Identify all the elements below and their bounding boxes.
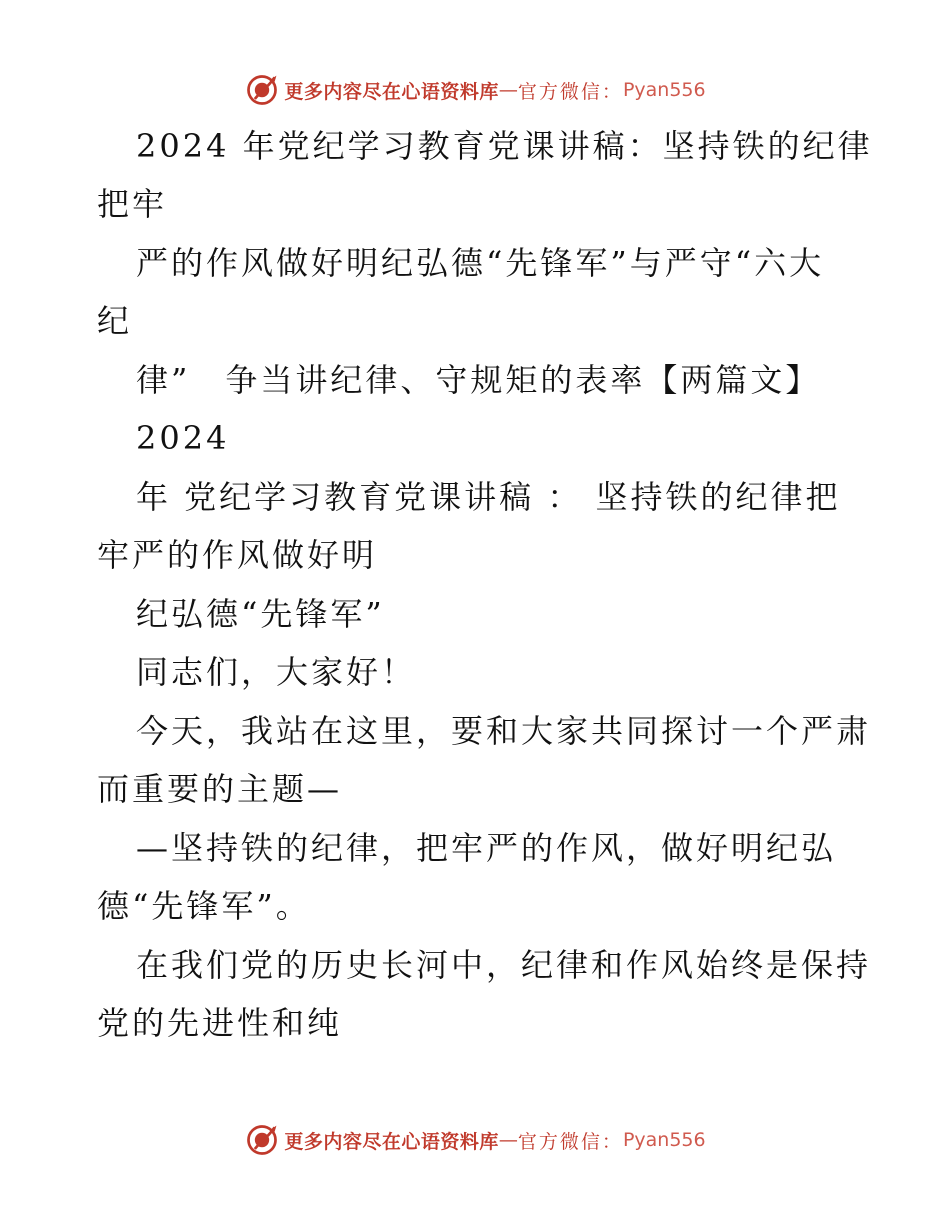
title-line-5: 律” 争当讲纪律、守规矩的表率【两篇文】 xyxy=(136,361,821,399)
watermark-dash: — xyxy=(498,79,518,101)
paragraph-1-line-4: 德“先锋军”。 xyxy=(97,887,311,925)
subtitle-line-3: 牢严的作风做好明 xyxy=(97,536,378,574)
paragraph-2-line-1: 在我们党的历史长河中，纪律和作风始终是保持 xyxy=(136,946,872,984)
header-watermark xyxy=(0,70,950,110)
subtitle-line-2: 年 党纪学习教育党课讲稿 ： 坚持铁的纪律把 xyxy=(136,478,841,516)
title-line-3: 严的作风做好明纪弘德“先锋军”与严守“六大 xyxy=(136,244,825,282)
lotus-seal-icon xyxy=(244,1122,280,1158)
watermark-site: 更多内容尽在心语资料库 xyxy=(284,1130,499,1153)
paragraph-1-line-2: 而重要的主题— xyxy=(97,770,343,808)
greeting-line: 同志们，大家好！ xyxy=(136,653,417,691)
watermark-site: 更多内容尽在心语资料库 xyxy=(284,80,499,103)
watermark-label: 官方微信： xyxy=(517,80,623,103)
title-line-4: 纪 xyxy=(97,302,133,340)
paragraph-1-line-3: —坚持铁的纪律，把牢严的作风，做好明纪弘 xyxy=(136,829,837,867)
title-line-2: 把牢 xyxy=(97,185,168,223)
watermark-label: 官方微信： xyxy=(517,1130,623,1153)
footer-watermark xyxy=(0,1120,950,1160)
paragraph-2-line-2: 党的先进性和纯 xyxy=(97,1004,343,1042)
watermark-id: Pyan556 xyxy=(622,79,706,101)
title-line-1: 2024 年党纪学习教育党课讲稿：坚持铁的纪律 xyxy=(136,127,873,165)
lotus-seal-icon xyxy=(244,72,280,108)
watermark-dash: — xyxy=(498,1129,518,1151)
subtitle-line-4: 纪弘德“先锋军” xyxy=(136,595,385,633)
paragraph-1-line-1: 今天，我站在这里，要和大家共同探讨一个严肃 xyxy=(136,712,872,750)
subtitle-line-1: 2024 xyxy=(136,419,230,457)
watermark-id: Pyan556 xyxy=(622,1129,706,1151)
